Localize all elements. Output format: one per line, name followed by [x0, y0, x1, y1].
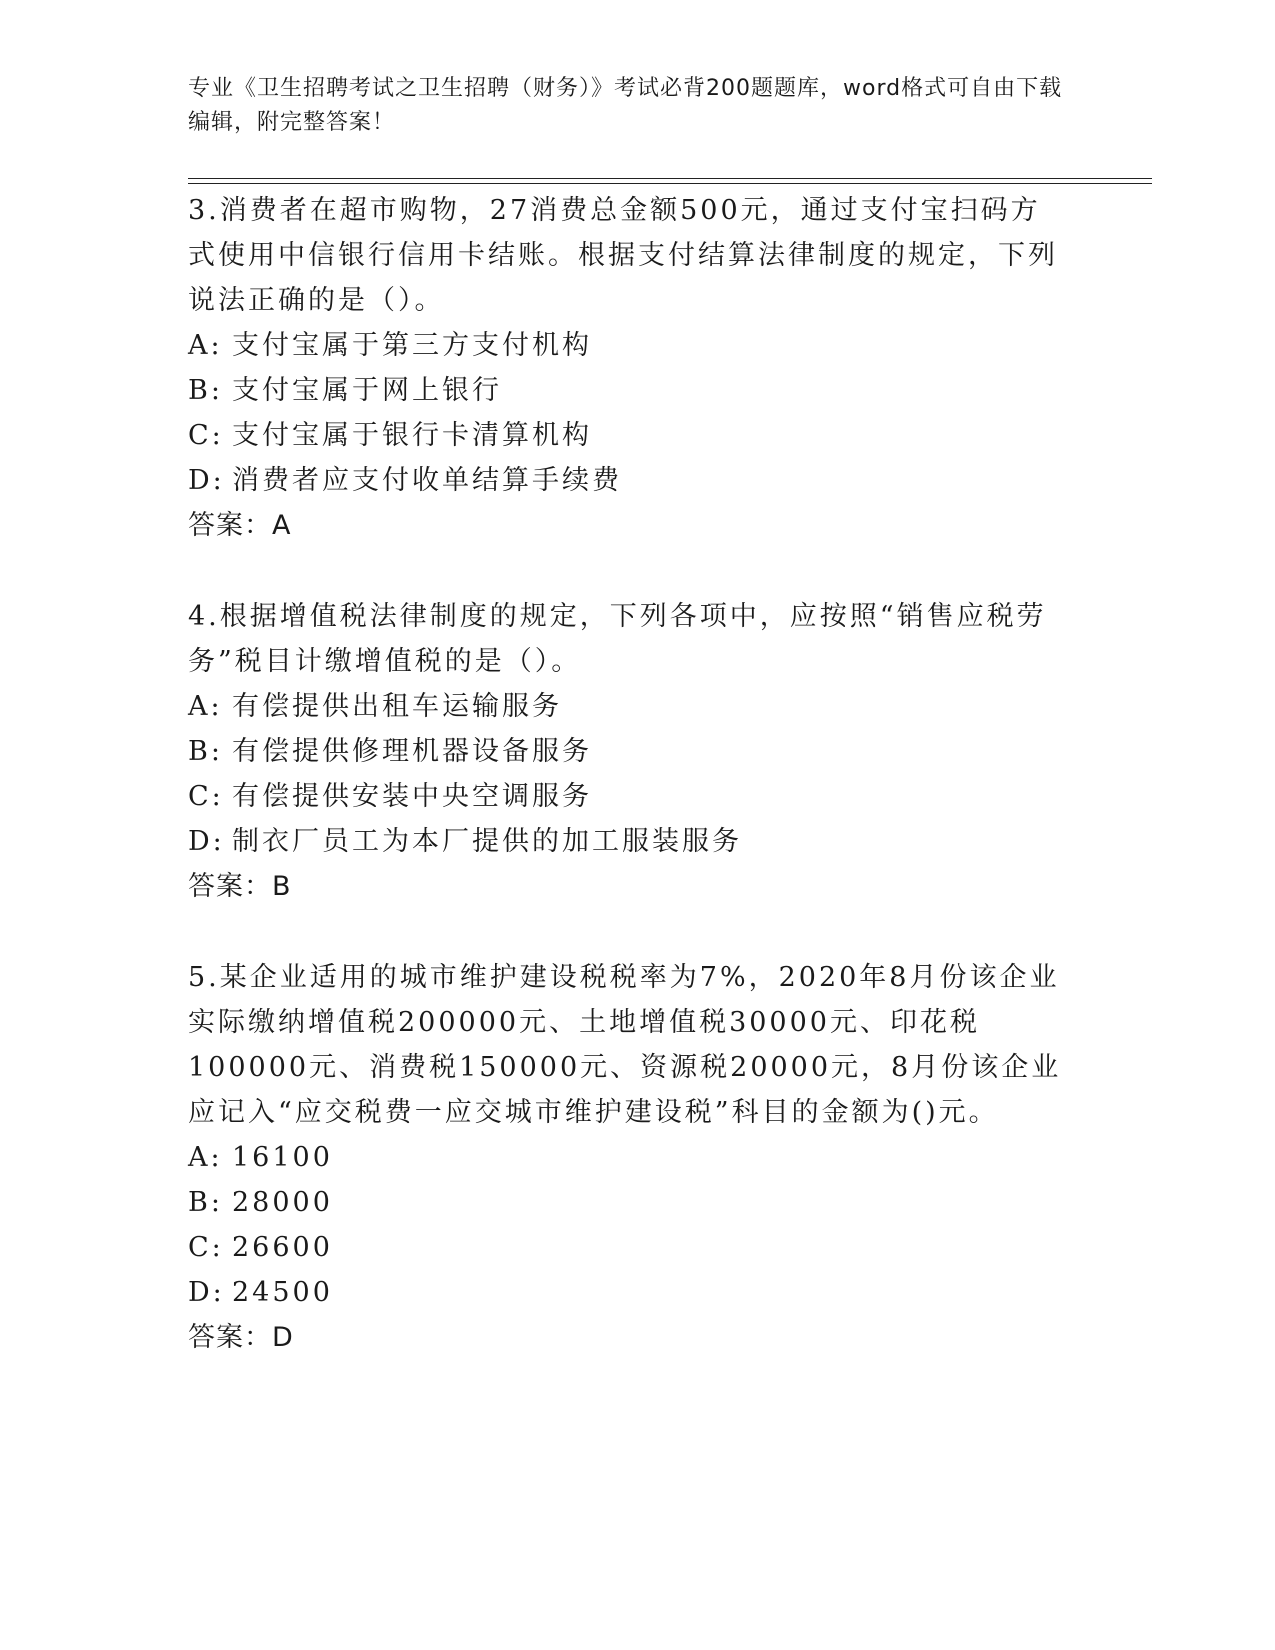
answer-line: 答案：D: [188, 1322, 294, 1353]
option-text: 16100: [232, 1142, 333, 1173]
option-d: [188, 819, 1088, 864]
option-key: D:: [188, 826, 225, 857]
question-item: [188, 188, 1088, 548]
option-text: 26600: [232, 1232, 333, 1263]
option-key: B:: [188, 736, 223, 767]
option-text: 消费者应支付收单结算手续费: [232, 465, 622, 496]
option-text: 支付宝属于网上银行: [232, 375, 502, 406]
option-key: A:: [188, 1142, 223, 1173]
option-key: D:: [188, 1277, 225, 1308]
option-key: B:: [188, 1187, 223, 1218]
option-text: 支付宝属于第三方支付机构: [232, 330, 592, 361]
question-item: [188, 594, 1088, 909]
option-c: [188, 1225, 1088, 1270]
option-a: [188, 323, 1088, 368]
option-key: A:: [188, 691, 223, 722]
question-stem: 5.某企业适用的城市维护建设税税率为7%，2020年8月份该企业实际缴纳增值税200000元、土地增值税30000元、印花税100000元、消费税150000元、资源税20000元，8月份该企业应记入“应交税费一应交城市维护建设税”科目的金额为()元。: [188, 962, 1062, 1128]
option-d: [188, 458, 1088, 503]
option-text: 有偿提供出租车运输服务: [232, 691, 562, 722]
option-c: [188, 774, 1088, 819]
option-a: [188, 1135, 1088, 1180]
option-b: [188, 368, 1088, 413]
option-c: [188, 413, 1088, 458]
option-text: 制衣厂员工为本厂提供的加工服装服务: [232, 826, 742, 857]
option-a: [188, 684, 1088, 729]
option-b: [188, 1180, 1088, 1225]
option-text: 有偿提供安装中央空调服务: [232, 781, 592, 812]
option-b: [188, 729, 1088, 774]
question-stem: 3.消费者在超市购物，27消费总金额500元，通过支付宝扫码方式使用中信银行信用卡结账。根据支付结算法律制度的规定，下列说法正确的是（）。: [188, 195, 1058, 316]
option-key: B:: [188, 375, 223, 406]
question-item: [188, 955, 1088, 1360]
question-stem: 4.根据增值税法律制度的规定，下列各项中，应按照“销售应税劳务”税目计缴增值税的是（）。: [188, 601, 1047, 677]
option-text: 28000: [232, 1187, 333, 1218]
option-key: C:: [188, 781, 224, 812]
option-text: 24500: [232, 1277, 333, 1308]
option-text: 支付宝属于银行卡清算机构: [232, 420, 592, 451]
header-divider-bottom: [188, 183, 1152, 184]
option-key: A:: [188, 330, 223, 361]
document-header: 专业《卫生招聘考试之卫生招聘（财务）》考试必背200题题库，word格式可自由下载编辑，附完整答案！: [188, 76, 1063, 135]
option-d: [188, 1270, 1088, 1315]
option-key: C:: [188, 420, 224, 451]
answer-line: 答案：B: [188, 871, 292, 902]
option-text: 有偿提供修理机器设备服务: [232, 736, 592, 767]
question-list: [188, 188, 1088, 1406]
header-divider-top: [188, 178, 1152, 179]
option-key: C:: [188, 1232, 224, 1263]
option-key: D:: [188, 465, 225, 496]
answer-line: 答案：A: [188, 510, 292, 541]
